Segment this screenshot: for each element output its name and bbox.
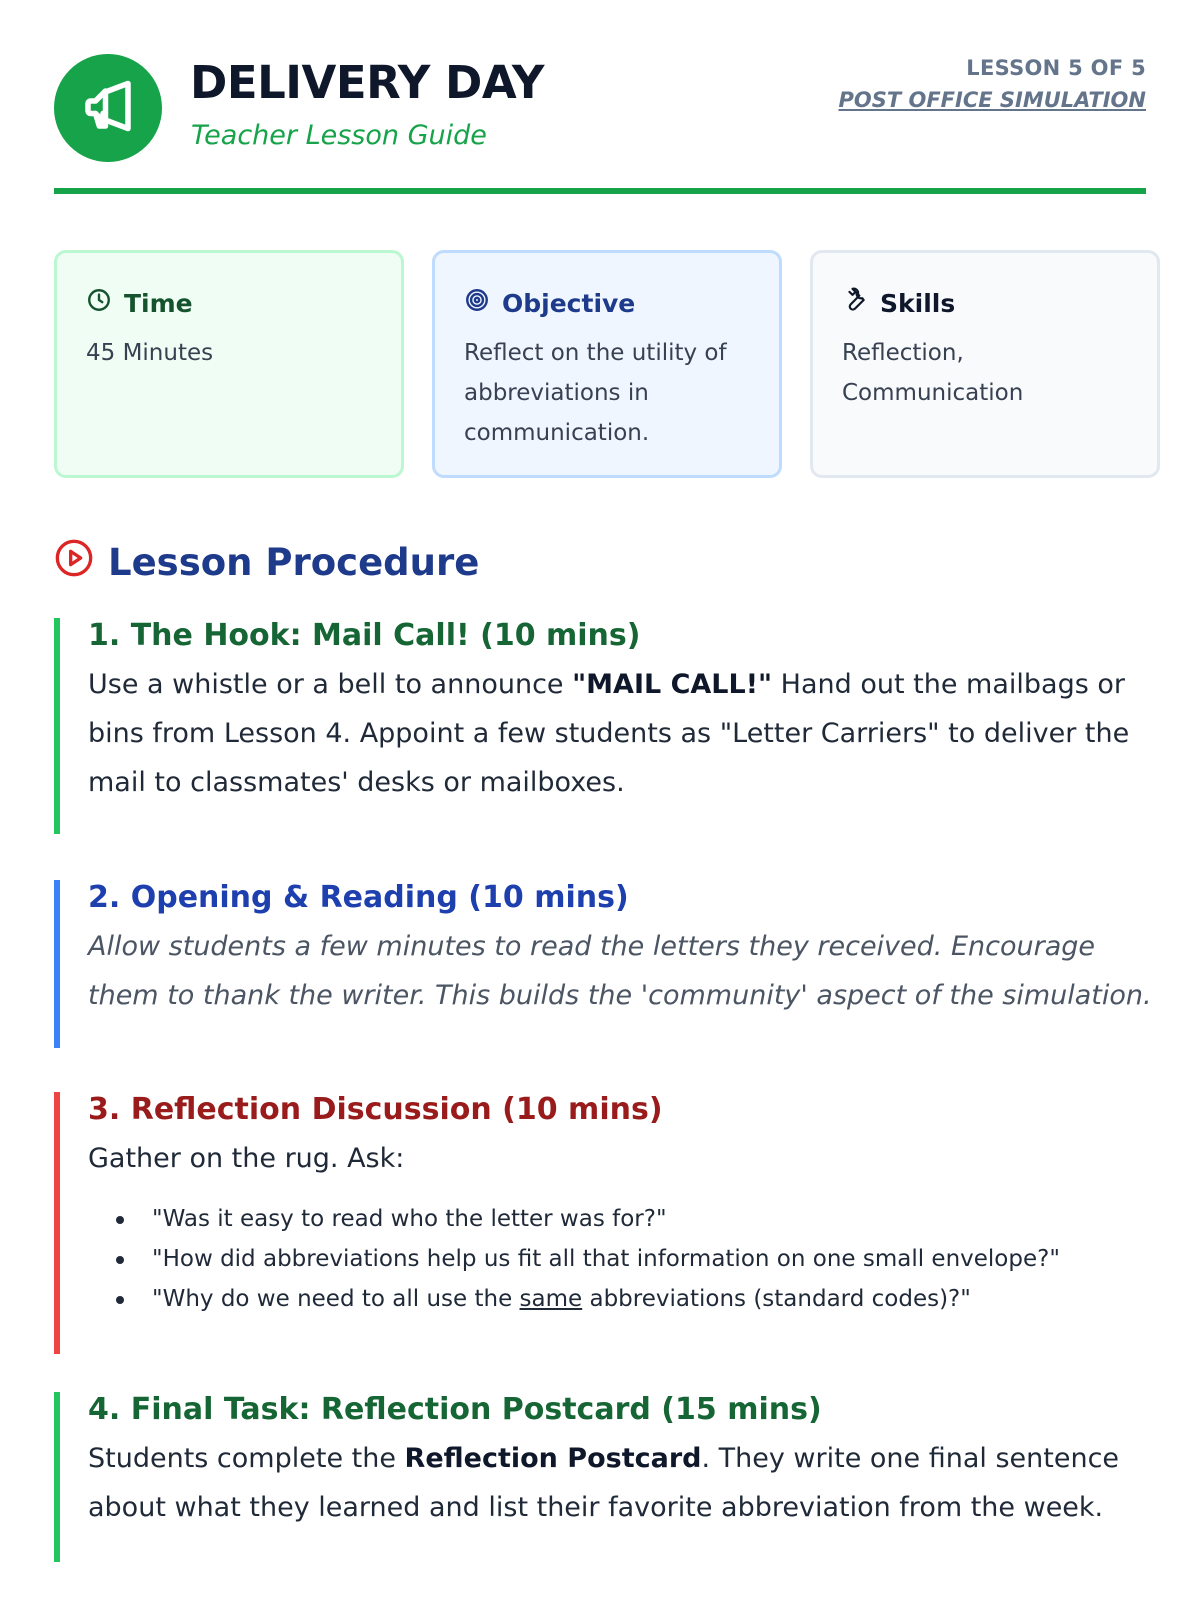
lesson-number: LESSON 5 OF 5: [966, 56, 1146, 80]
unit-link[interactable]: POST OFFICE SIMULATION: [838, 88, 1146, 112]
procedure-step: [54, 880, 1160, 1048]
logo: [54, 54, 162, 162]
skills-card: [810, 250, 1160, 478]
page-subtitle: Teacher Lesson Guide: [191, 120, 487, 151]
section-title-text: Lesson Procedure: [108, 541, 480, 584]
step-text: Gather on the rug. Ask:: [88, 1143, 405, 1174]
info-cards: [54, 250, 1160, 478]
page-title: DELIVERY DAY: [190, 56, 544, 109]
section-title: [54, 538, 479, 587]
target-icon: [464, 287, 490, 319]
step-title: 3. Reflection Discussion (10 mins): [88, 1092, 663, 1127]
objective-card: [432, 250, 782, 478]
time-card-label: Time: [124, 288, 193, 318]
list-item: "Why do we need to all use the same abbreviations (standard codes)?": [88, 1279, 1160, 1319]
header-divider: [54, 188, 1146, 194]
megaphone-icon: [78, 76, 138, 140]
step-text: Allow students a few minutes to read the letters they received. Encourage them to thank the writer. This builds the 'community' aspect of the simulation.: [88, 931, 1152, 1011]
procedure-step: [54, 1392, 1160, 1562]
skills-card-label: Skills: [880, 288, 956, 318]
time-card: [54, 250, 404, 478]
discussion-questions: [88, 1199, 1160, 1319]
step-title: 1. The Hook: Mail Call! (10 mins): [88, 618, 641, 653]
header: [54, 0, 1146, 196]
procedure-step: [54, 618, 1160, 834]
skills-card-body: Reflection, Communication: [842, 340, 1024, 406]
time-card-body: 45 Minutes: [86, 340, 214, 366]
wrench-icon: [842, 287, 868, 319]
objective-card-label: Objective: [502, 288, 636, 318]
step-text: Students complete the Reflection Postcard. They write one final sentence about what they learned and list their favorite abbreviation from the week.: [88, 1443, 1120, 1523]
clock-icon: [86, 287, 112, 319]
procedure-step: [54, 1092, 1160, 1354]
step-title: 2. Opening & Reading (10 mins): [88, 880, 629, 915]
lesson-meta: [838, 56, 1146, 112]
objective-card-body: Reflect on the utility of abbreviations in communication.: [464, 340, 727, 446]
step-title: 4. Final Task: Reflection Postcard (15 mins): [88, 1392, 822, 1427]
list-item: "How did abbreviations help us fit all that information on one small envelope?": [88, 1239, 1160, 1279]
play-circle-icon: [54, 538, 94, 587]
list-item: "Was it easy to read who the letter was for?": [88, 1199, 1160, 1239]
step-text: Use a whistle or a bell to announce "MAIL CALL!" Hand out the mailbags or bins from Lesson 4. Appoint a few students as "Letter Carriers" to deliver the mail to classmates' desks or mailboxes.: [88, 669, 1130, 798]
